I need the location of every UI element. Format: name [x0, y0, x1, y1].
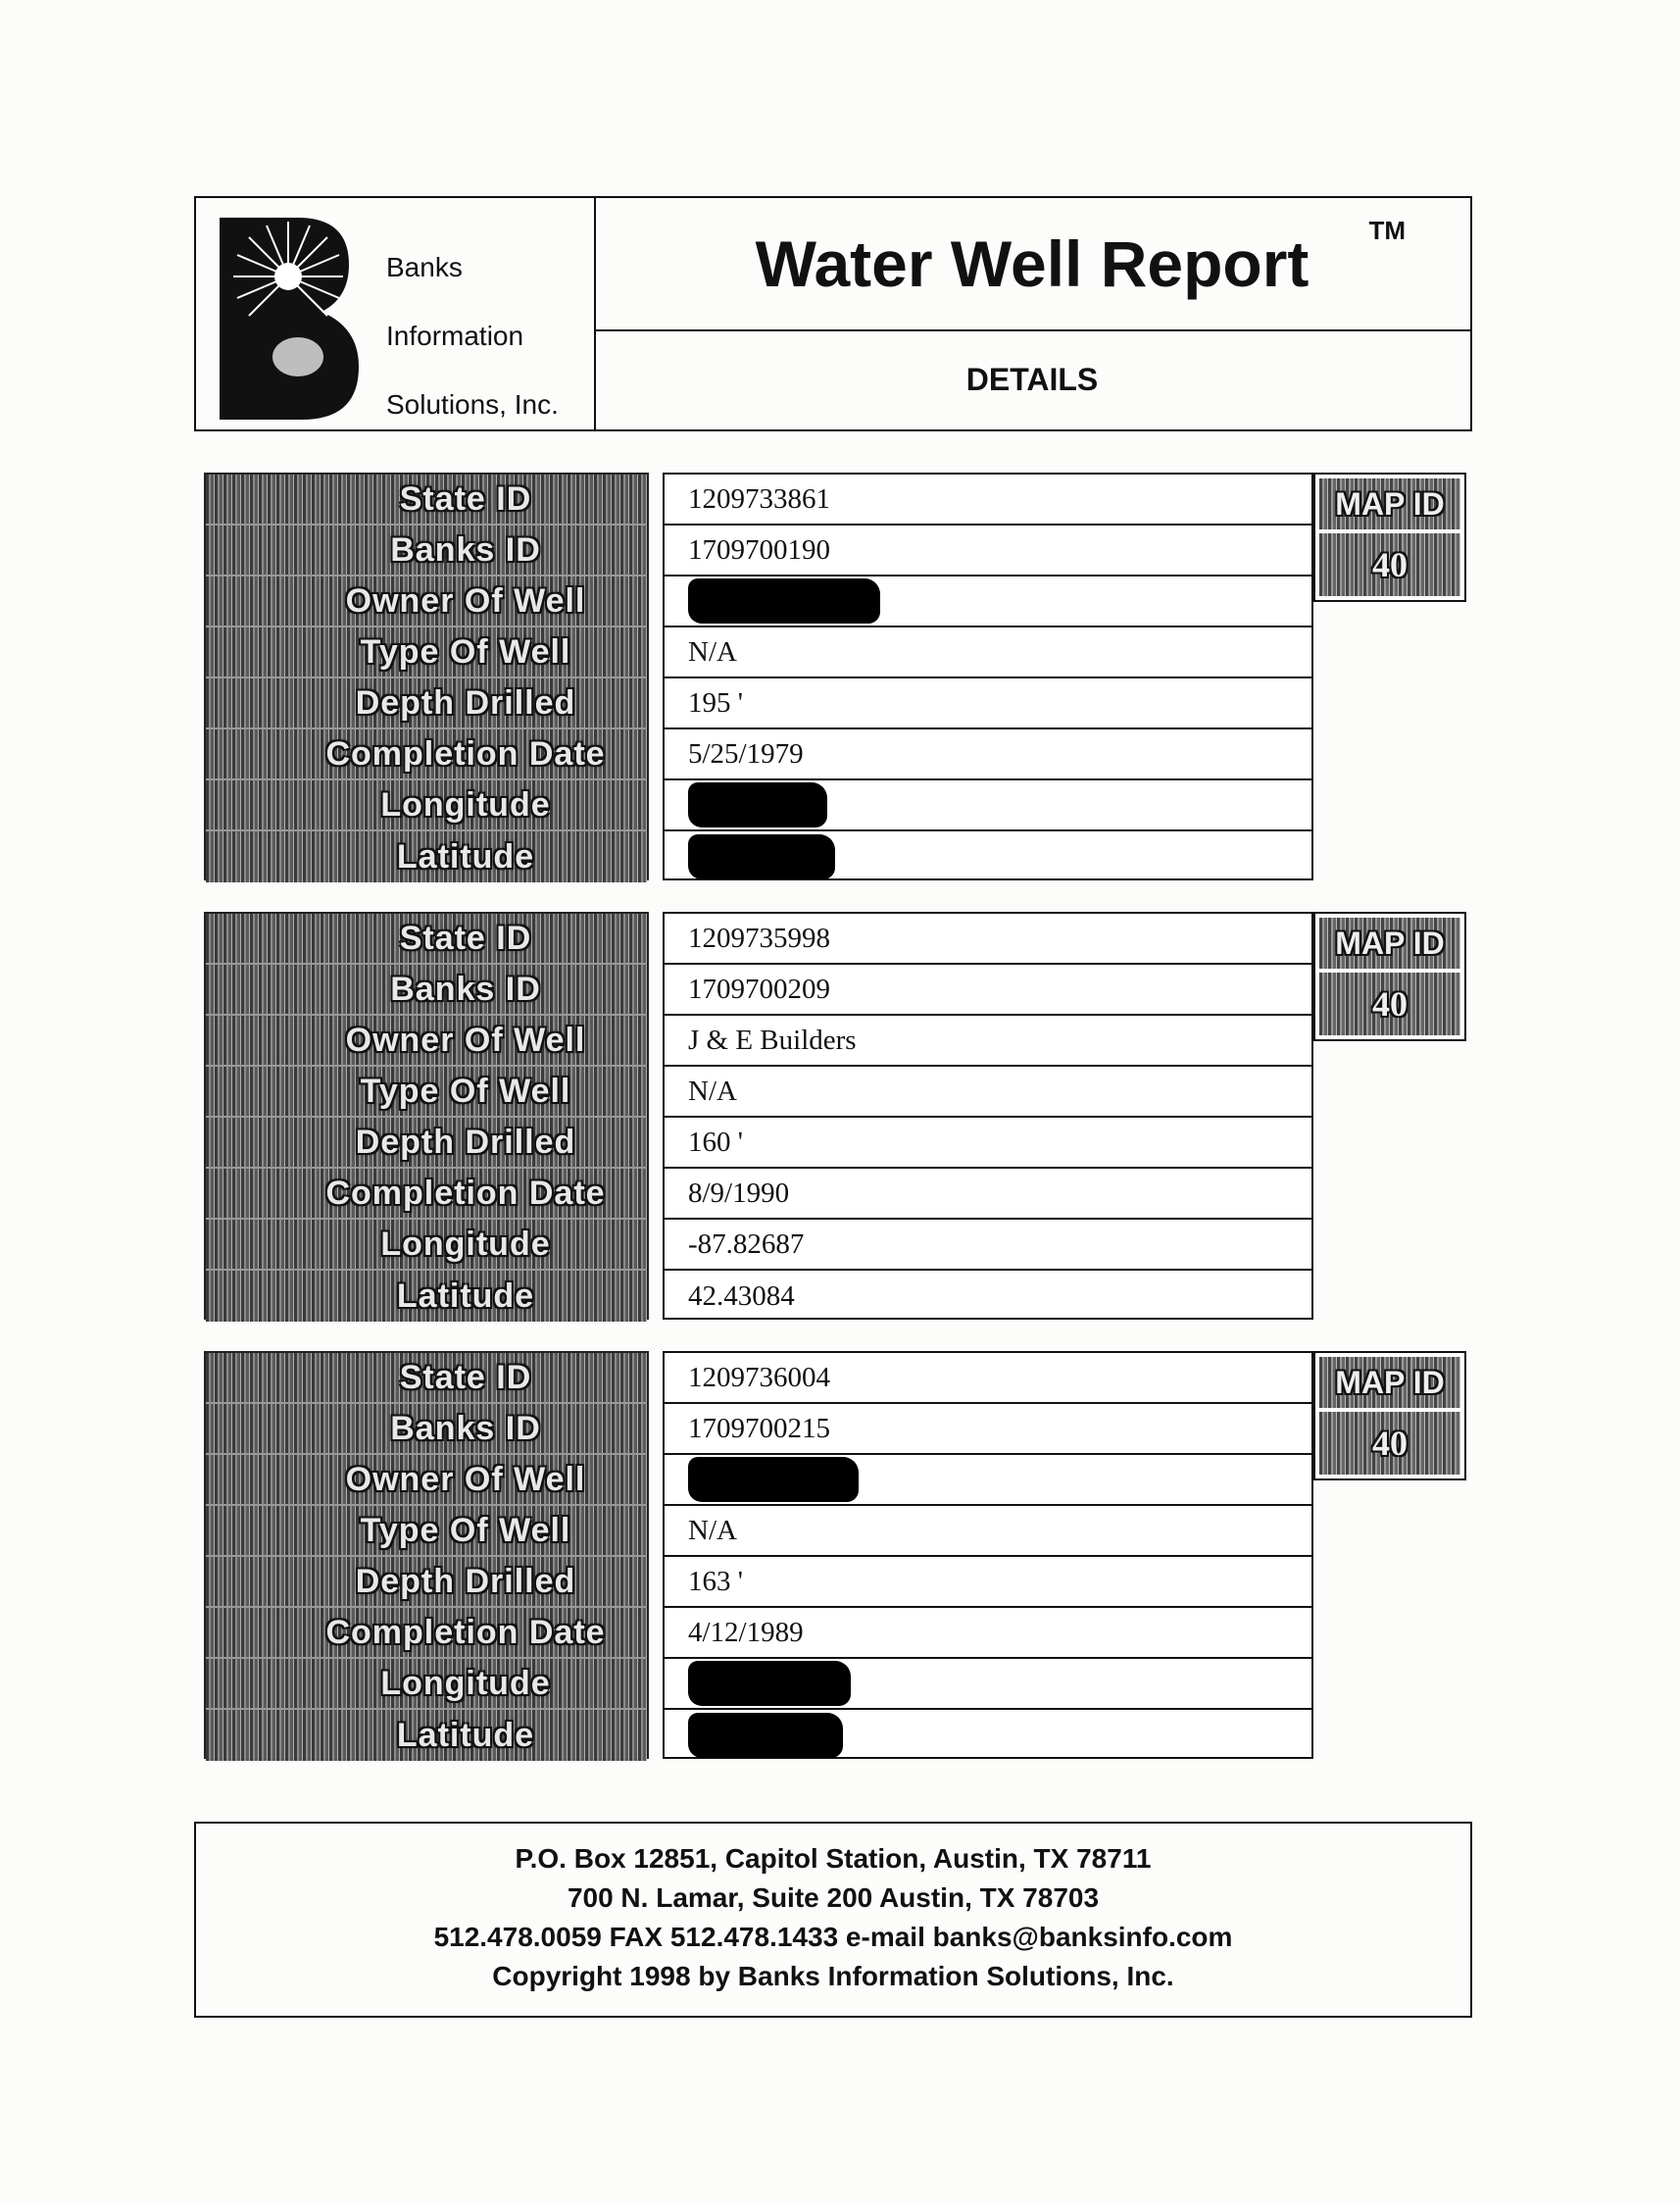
field-values: [663, 1351, 1313, 1759]
value-type: N/A: [665, 627, 1311, 678]
logo-cell: [196, 198, 596, 429]
field-labels: [204, 912, 649, 1320]
label-type: Type Of Well: [206, 1067, 647, 1118]
map-id-value: 40: [1319, 533, 1460, 596]
value-latitude: 42.43084: [688, 1279, 795, 1312]
value-state-id: 1209733861: [665, 475, 1311, 526]
trademark-mark: TM: [1368, 216, 1406, 245]
well-record: [204, 912, 1468, 1320]
well-record: [204, 473, 1468, 880]
label-completion-date: Completion Date: [206, 729, 647, 780]
redaction-mark: [688, 1661, 851, 1706]
map-id-box: [1313, 1351, 1466, 1480]
label-banks-id: Banks ID: [206, 965, 647, 1016]
label-longitude: Longitude: [206, 780, 647, 831]
value-state-id: 1209736004: [665, 1353, 1311, 1404]
value-longitude: [665, 780, 1311, 831]
label-owner: Owner Of Well: [206, 1455, 647, 1506]
map-id-value: 40: [1319, 1412, 1460, 1475]
value-type: N/A: [665, 1067, 1311, 1118]
label-completion-date: Completion Date: [206, 1608, 647, 1659]
value-owner: [665, 1455, 1311, 1506]
value-longitude: [665, 1659, 1311, 1710]
label-banks-id: Banks ID: [206, 526, 647, 576]
value-state-id: 1209735998: [665, 914, 1311, 965]
value-completion-date: 5/25/1979: [665, 729, 1311, 780]
value-banks-id: 1709700209: [665, 965, 1311, 1016]
label-state-id: State ID: [206, 914, 647, 965]
label-state-id: State ID: [206, 475, 647, 526]
footer-copyright: Copyright 1998 by Banks Information Solutions, Inc.: [492, 1961, 1174, 1991]
value-depth: 195 ': [665, 678, 1311, 729]
label-completion-date: Completion Date: [206, 1169, 647, 1220]
value-type: N/A: [665, 1506, 1311, 1557]
label-owner: Owner Of Well: [206, 1016, 647, 1067]
footer-po-box: P.O. Box 12851, Capitol Station, Austin, TX 78711: [515, 1843, 1152, 1874]
label-latitude: Latitude: [206, 831, 647, 882]
label-state-id: State ID: [206, 1353, 647, 1404]
map-id-value: 40: [1319, 973, 1460, 1035]
report-title: Water Well Report: [594, 198, 1470, 331]
company-line: Banks: [386, 252, 463, 282]
value-banks-id: 1709700190: [665, 526, 1311, 576]
value-latitude: [665, 831, 1311, 882]
value-owner: J & E Builders: [665, 1016, 1311, 1067]
map-id-label: MAP ID: [1319, 478, 1460, 529]
label-banks-id: Banks ID: [206, 1404, 647, 1455]
map-id-box: [1313, 473, 1466, 602]
map-id-label: MAP ID: [1319, 918, 1460, 969]
footer-contact: 512.478.0059 FAX 512.478.1433 e-mail banks@banksinfo.com: [433, 1922, 1233, 1952]
map-id-label: MAP ID: [1319, 1357, 1460, 1408]
label-longitude: Longitude: [206, 1220, 647, 1271]
label-latitude: Latitude: [206, 1271, 647, 1322]
label-depth: Depth Drilled: [206, 1557, 647, 1608]
value-depth: 163 ': [665, 1557, 1311, 1608]
company-name: [386, 233, 559, 439]
label-type: Type Of Well: [206, 1506, 647, 1557]
report-subtitle: DETAILS: [965, 361, 1099, 397]
value-longitude: -87.82687: [665, 1220, 1311, 1271]
well-record: [204, 1351, 1468, 1759]
value-completion-date: 8/9/1990: [665, 1169, 1311, 1220]
field-values: [663, 912, 1313, 1320]
map-id-box: [1313, 912, 1466, 1041]
redaction-mark: [688, 1457, 859, 1502]
label-longitude: Longitude: [206, 1659, 647, 1710]
redaction-mark: [688, 578, 880, 624]
field-labels: [204, 1351, 649, 1759]
label-type: Type Of Well: [206, 627, 647, 678]
label-depth: Depth Drilled: [206, 1118, 647, 1169]
value-owner: [665, 576, 1311, 627]
contact-footer: [194, 1822, 1472, 2018]
redaction-mark: [688, 782, 827, 827]
label-depth: Depth Drilled: [206, 678, 647, 729]
company-line: Solutions, Inc.: [386, 389, 559, 420]
field-values: [663, 473, 1313, 880]
value-depth: 160 ': [665, 1118, 1311, 1169]
label-latitude: Latitude: [206, 1710, 647, 1761]
redaction-mark: [688, 834, 835, 879]
label-owner: Owner Of Well: [206, 576, 647, 627]
banks-logo-icon: [220, 218, 359, 420]
field-labels: [204, 473, 649, 880]
report-header: [194, 196, 1472, 431]
value-completion-date: 4/12/1989: [665, 1608, 1311, 1659]
footer-street-address: 700 N. Lamar, Suite 200 Austin, TX 78703: [567, 1882, 1100, 1913]
value-latitude: [665, 1710, 1311, 1761]
value-banks-id: 1709700215: [665, 1404, 1311, 1455]
redaction-mark: [688, 1713, 843, 1758]
company-line: Information: [386, 321, 524, 351]
